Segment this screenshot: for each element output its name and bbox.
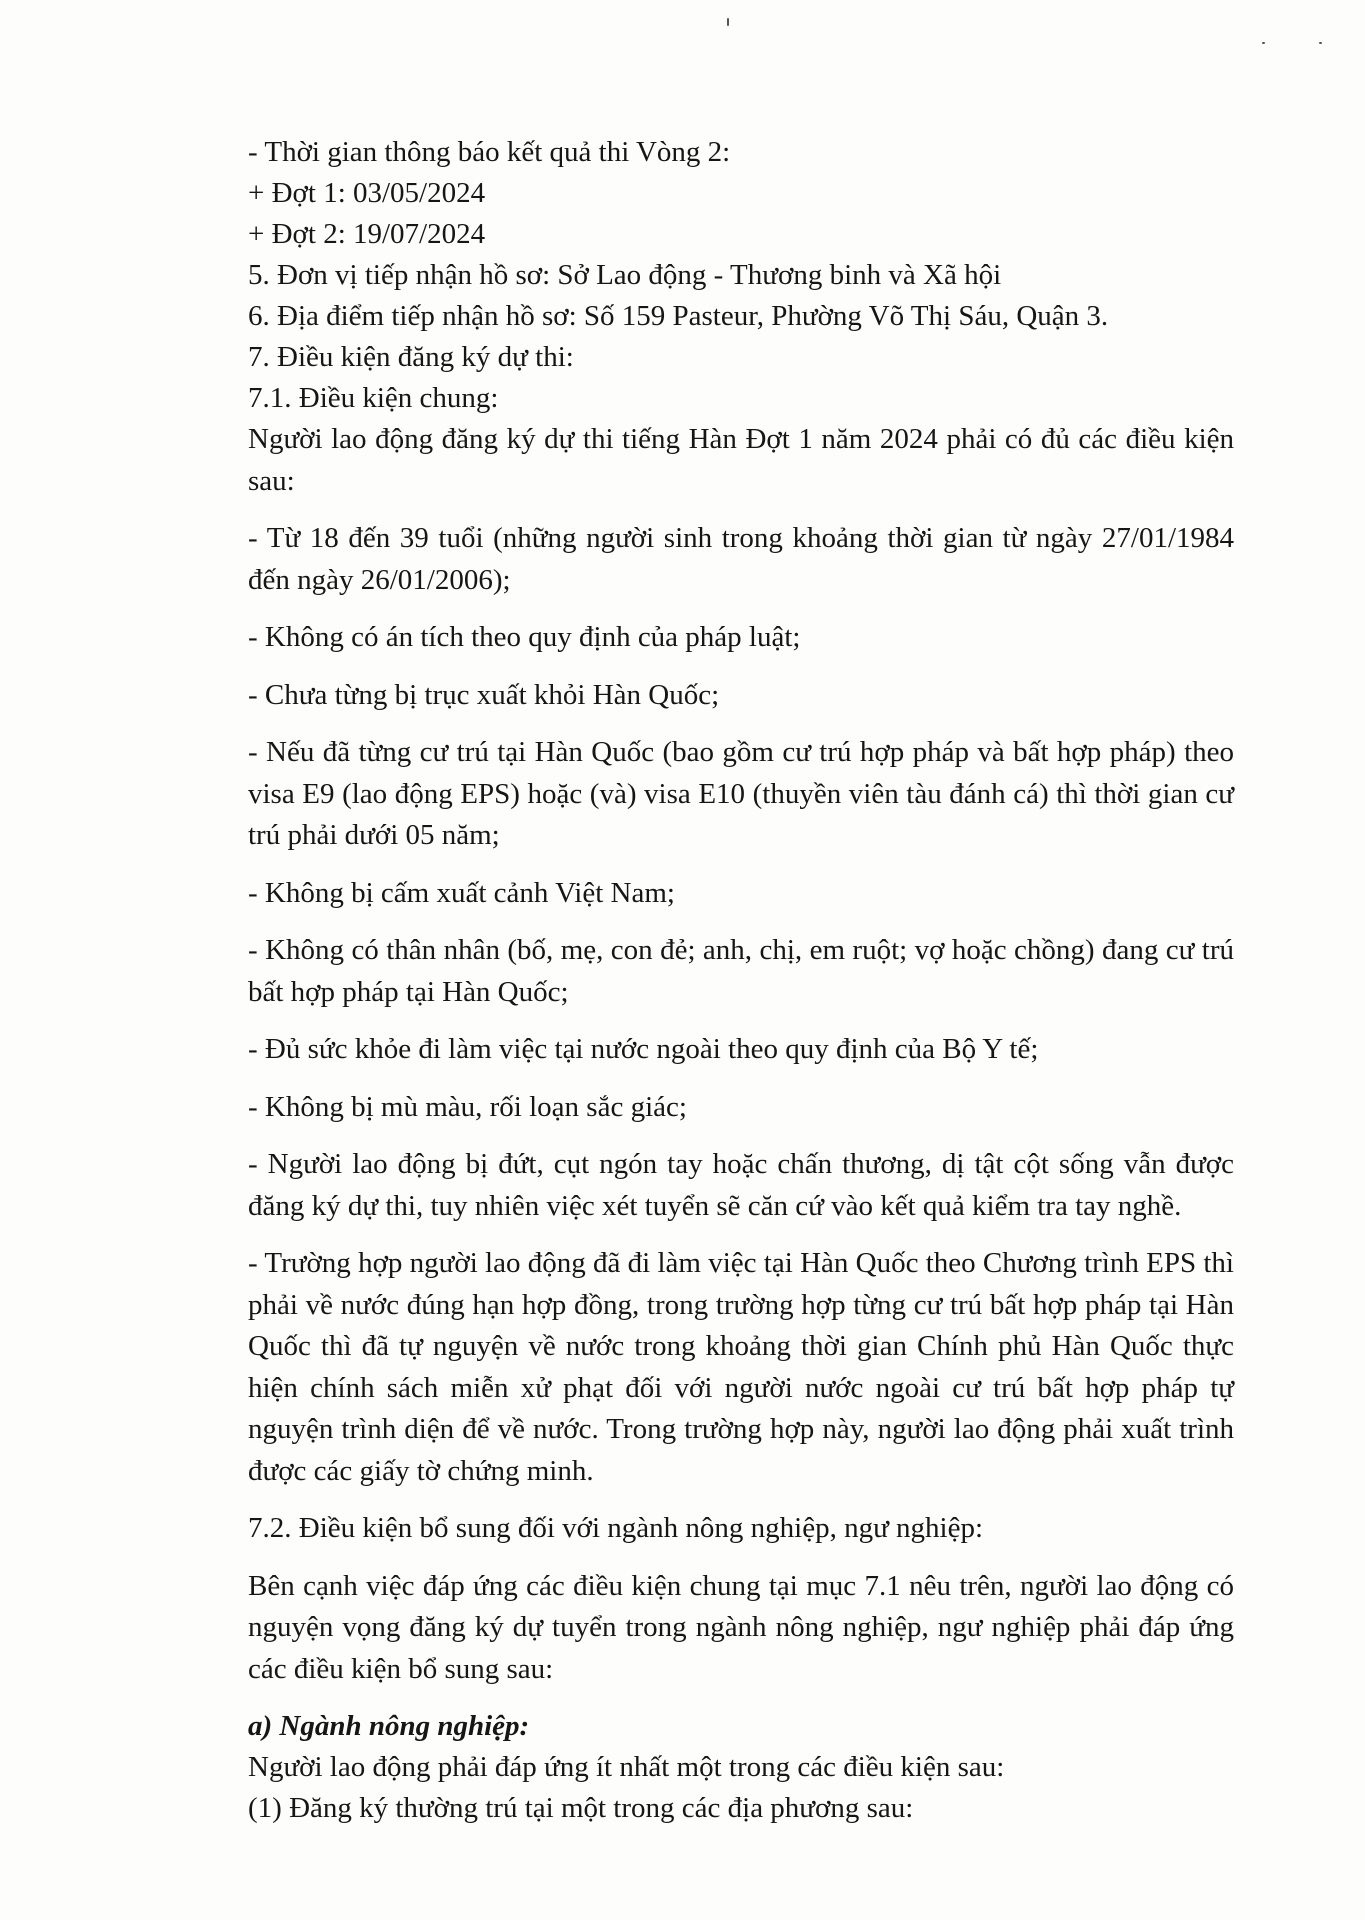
agriculture-requirement-line: Người lao động phải đáp ứng ít nhất một trong các điều kiện sau: [248, 1751, 1005, 1783]
condition-color-vision: - Không bị mù màu, rối loạn sắc giác; [248, 1090, 687, 1123]
condition-injury: - Người lao động bị đứt, cụt ngón tay hoặc chấn thương, dị tật cột sống vẫn được đăng ký dự thi, tuy nhiên việc xét tuyển sẽ căn cứ vào kết quả kiểm tra tay nghề. [248, 1148, 1234, 1222]
section-7-2-heading: 7.2. Điều kiện bổ sung đối với ngành nông nghiệp, ngư nghiệp: [248, 1512, 984, 1544]
condition-not-deported: - Chưa từng bị trục xuất khỏi Hàn Quốc; [248, 678, 720, 711]
receiving-location-line: 6. Địa điểm tiếp nhận hồ sơ: Số 159 Pasteur, Phường Võ Thị Sáu, Quận 3. [248, 300, 1109, 332]
condition-residence: - Nếu đã từng cư trú tại Hàn Quốc (bao gồm cư trú hợp pháp và bất hợp pháp) theo visa E9 (lao động EPS) hoặc (và) visa E10 (thuyền viên tàu đánh cá) thì thời gian cư trú phải dưới 05 năm; [248, 736, 1234, 851]
agriculture-item-1: (1) Đăng ký thường trú tại một trong các địa phương sau: [248, 1792, 914, 1824]
batch-2-date: + Đợt 2: 19/07/2024 [248, 218, 486, 250]
condition-no-exit-ban: - Không bị cấm xuất cảnh Việt Nam; [248, 876, 675, 909]
document-body [248, 132, 1234, 1829]
general-conditions-heading: 7.1. Điều kiện chung: [248, 382, 499, 414]
result-announcement-line: - Thời gian thông báo kết quả thi Vòng 2: [248, 136, 731, 168]
scan-speck [727, 18, 729, 26]
intro-paragraph: Người lao động đăng ký dự thi tiếng Hàn Đợt 1 năm 2024 phải có đủ các điều kiện sau: [248, 423, 1234, 497]
registration-conditions-heading: 7. Điều kiện đăng ký dự thi: [248, 341, 574, 373]
agriculture-heading: a) Ngành nông nghiệp: [248, 1710, 530, 1742]
condition-eps-return: - Trường hợp người lao động đã đi làm việc tại Hàn Quốc theo Chương trình EPS thì phải về nước đúng hạn hợp đồng, trong trường hợp từng cư trú bất hợp pháp tại Hàn Quốc thì đã tự nguyện về nước trong khoảng thời gian Chính phủ Hàn Quốc thực hiện chính sách miễn xử phạt đối với người nước ngoài cư trú bất hợp pháp tự nguyện trình diện để về nước. Trong trường hợp này, người lao động phải xuất trình được các giấy tờ chứng minh. [248, 1247, 1234, 1487]
condition-no-record: - Không có án tích theo quy định của pháp luật; [248, 621, 801, 653]
batch-1-date: + Đợt 1: 03/05/2024 [248, 177, 486, 209]
scan-speck [1262, 42, 1265, 44]
condition-relatives: - Không có thân nhân (bố, mẹ, con đẻ; anh, chị, em ruột; vợ hoặc chồng) đang cư trú bất hợp pháp tại Hàn Quốc; [248, 934, 1234, 1008]
section-7-2-paragraph: Bên cạnh việc đáp ứng các điều kiện chung tại mục 7.1 nêu trên, người lao động có nguyện vọng đăng ký dự tuyển trong ngành nông nghiệp, ngư nghiệp phải đáp ứng các điều kiện bổ sung sau: [248, 1569, 1234, 1685]
receiving-unit-line: 5. Đơn vị tiếp nhận hồ sơ: Sở Lao động - Thương binh và Xã hội [248, 259, 1002, 291]
condition-age: - Từ 18 đến 39 tuổi (những người sinh trong khoảng thời gian từ ngày 27/01/1984 đến ngày 26/01/2006); [248, 522, 1234, 596]
condition-health: - Đủ sức khỏe đi làm việc tại nước ngoài theo quy định của Bộ Y tế; [248, 1033, 1039, 1065]
scan-speck [1319, 42, 1322, 44]
